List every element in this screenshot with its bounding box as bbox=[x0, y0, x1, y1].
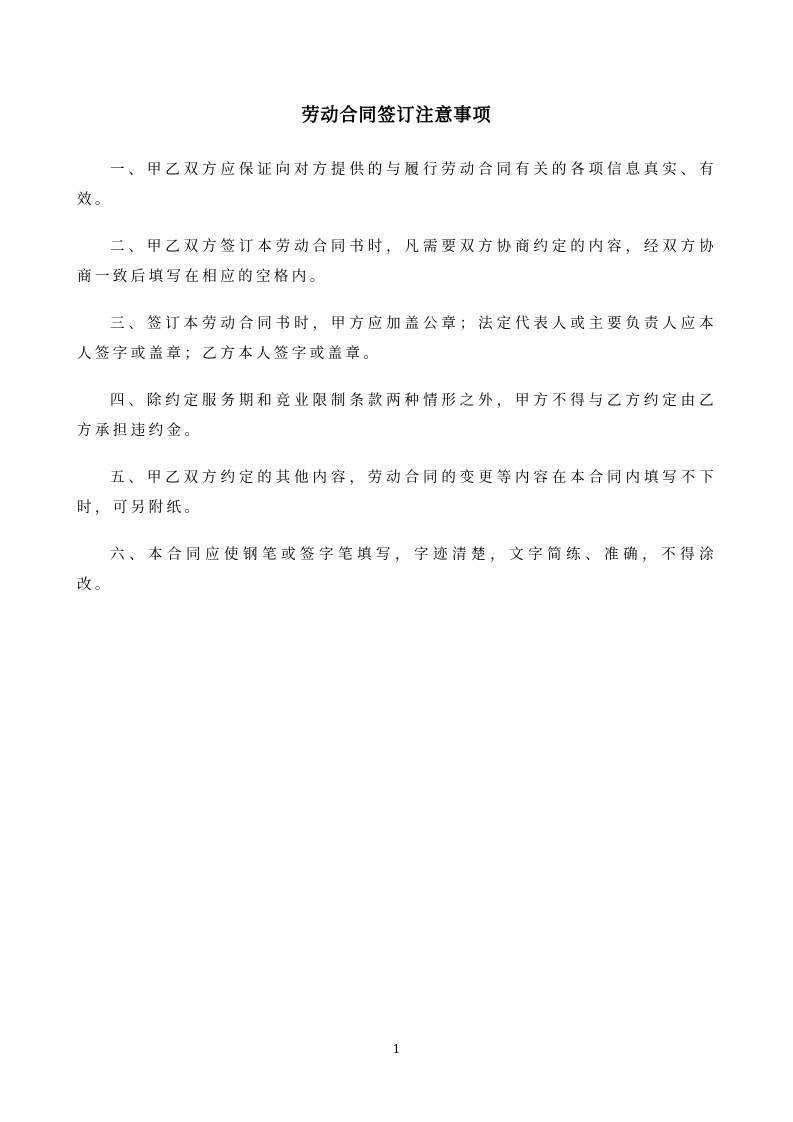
notice-list bbox=[77, 155, 717, 617]
document-title: 劳动合同签订注意事项 bbox=[301, 105, 492, 126]
notice-item-4: 四、除约定服务期和竞业限制条款两种情形之外，甲方不得与乙方约定由乙方承担违约金。 bbox=[77, 393, 717, 439]
notice-item-6: 六、本合同应使钢笔或签字笔填写，字迹清楚，文字简练、准确，不得涂改。 bbox=[77, 547, 717, 593]
notice-item-5: 五、甲乙双方约定的其他内容，劳动合同的变更等内容在本合同内填写不下时，可另附纸。 bbox=[77, 470, 717, 516]
notice-item-3: 三、签订本劳动合同书时，甲方应加盖公章；法定代表人或主要负责人应本人签字或盖章；乙方本人签字或盖章。 bbox=[77, 316, 717, 362]
page-number: 1 bbox=[392, 1042, 401, 1056]
notice-item-2: 二、甲乙双方签订本劳动合同书时，凡需要双方协商约定的内容，经双方协商一致后填写在相应的空格内。 bbox=[77, 239, 717, 285]
notice-item-1: 一、甲乙双方应保证向对方提供的与履行劳动合同有关的各项信息真实、有效。 bbox=[77, 162, 717, 208]
